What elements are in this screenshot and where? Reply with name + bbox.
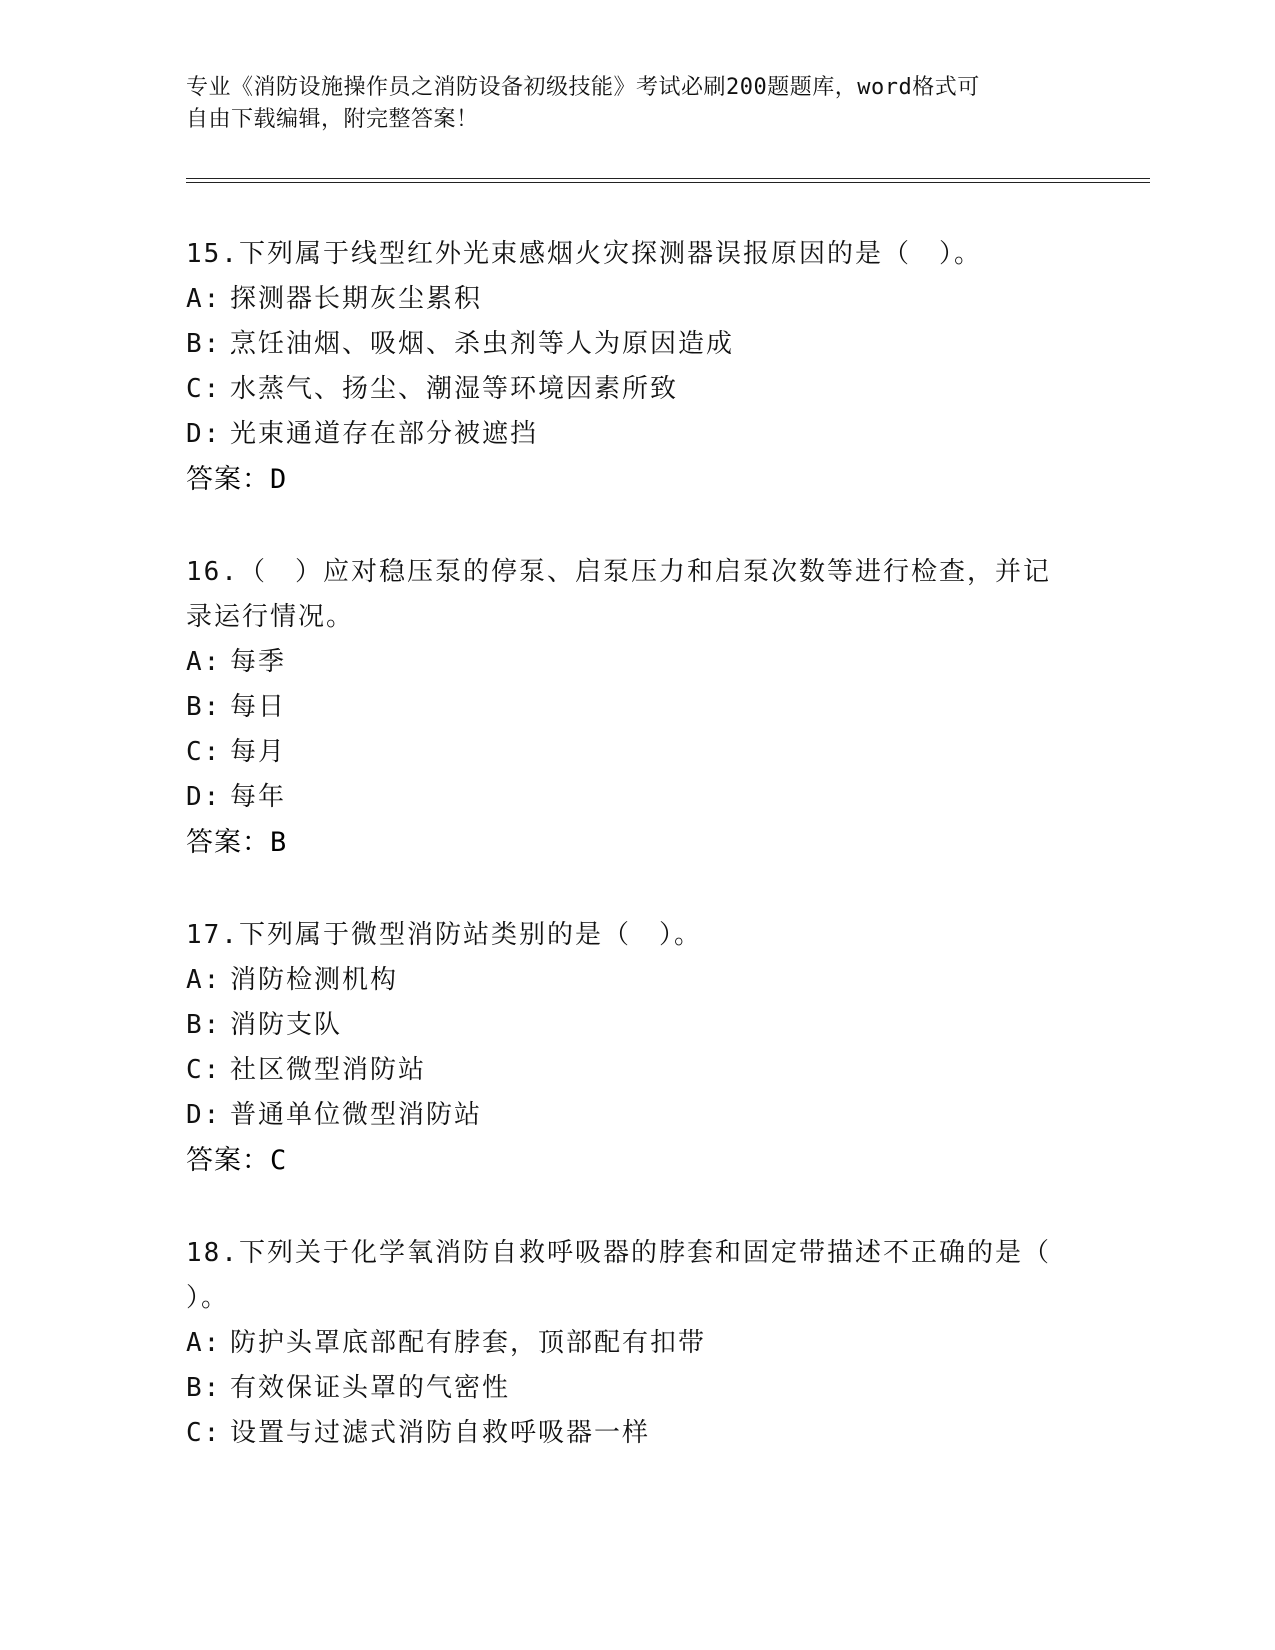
option-d — [186, 1093, 1086, 1138]
option-b — [186, 1003, 1086, 1048]
answer-label: 答案： — [186, 464, 270, 495]
header-divider-top — [186, 178, 1150, 179]
question-stem-continued: 录运行情况。 — [186, 602, 355, 632]
question-stem: 15.下列属于线型红外光束感烟火灾探测器误报原因的是（ ）。 — [186, 239, 982, 269]
header-line-1: 专业《消防设施操作员之消防设备初级技能》考试必刷200题题库，word格式可 — [186, 75, 980, 100]
question-16 — [186, 550, 1086, 865]
option-key: D: — [186, 1100, 222, 1130]
option-c — [186, 730, 1086, 775]
option-key: A: — [186, 1328, 222, 1358]
option-text: 设置与过滤式消防自救呼吸器一样 — [230, 1418, 651, 1448]
option-a — [186, 640, 1086, 685]
option-key: D: — [186, 419, 222, 449]
question-18 — [186, 1231, 1086, 1456]
answer-label: 答案： — [186, 1145, 270, 1176]
option-c — [186, 1048, 1086, 1093]
option-key: C: — [186, 374, 222, 404]
option-key: C: — [186, 1418, 222, 1448]
option-text: 水蒸气、扬尘、潮湿等环境因素所致 — [230, 374, 679, 404]
answer-line — [186, 820, 1086, 865]
option-c — [186, 367, 1086, 412]
answer-line — [186, 1138, 1086, 1183]
option-b — [186, 685, 1086, 730]
option-a — [186, 277, 1086, 322]
header-line-2: 自由下载编辑，附完整答案！ — [186, 107, 479, 132]
option-key: A: — [186, 647, 222, 677]
option-key: C: — [186, 737, 222, 767]
question-stem-continued: ）。 — [186, 1283, 230, 1313]
option-key: A: — [186, 284, 222, 314]
option-key: A: — [186, 965, 222, 995]
option-text: 探测器长期灰尘累积 — [230, 284, 483, 314]
document-header — [186, 72, 1066, 136]
option-text: 每日 — [230, 692, 287, 722]
option-text: 社区微型消防站 — [230, 1055, 427, 1085]
option-c — [186, 1411, 1086, 1456]
question-stem: 17.下列属于微型消防站类别的是（ ）。 — [186, 920, 702, 950]
option-text: 每年 — [230, 782, 287, 812]
option-key: D: — [186, 782, 222, 812]
answer-label: 答案： — [186, 827, 270, 858]
question-stem: 18.下列关于化学氧消防自救呼吸器的脖套和固定带描述不正确的是（ — [186, 1238, 1051, 1268]
option-text: 光束通道存在部分被遮挡 — [230, 419, 539, 449]
option-key: B: — [186, 1373, 222, 1403]
header-divider-bottom — [186, 182, 1150, 183]
option-b — [186, 322, 1086, 367]
option-text: 有效保证头罩的气密性 — [230, 1373, 511, 1403]
option-text: 普通单位微型消防站 — [230, 1100, 483, 1130]
question-17 — [186, 913, 1086, 1183]
option-key: B: — [186, 692, 222, 722]
option-d — [186, 775, 1086, 820]
answer-value: C — [270, 1145, 288, 1176]
answer-value: B — [270, 827, 288, 858]
question-15 — [186, 232, 1086, 502]
option-text: 每月 — [230, 737, 287, 767]
option-key: B: — [186, 1010, 222, 1040]
option-text: 消防检测机构 — [230, 965, 399, 995]
answer-value: D — [270, 464, 288, 495]
option-text: 防护头罩底部配有脖套，顶部配有扣带 — [230, 1328, 707, 1358]
option-text: 每季 — [230, 647, 287, 677]
question-stem: 16.（ ）应对稳压泵的停泵、启泵压力和启泵次数等进行检查，并记 — [186, 557, 1051, 587]
option-text: 烹饪油烟、吸烟、杀虫剂等人为原因造成 — [230, 329, 735, 359]
option-text: 消防支队 — [230, 1010, 343, 1040]
answer-line — [186, 457, 1086, 502]
option-key: B: — [186, 329, 222, 359]
option-b — [186, 1366, 1086, 1411]
option-a — [186, 958, 1086, 1003]
option-a — [186, 1321, 1086, 1366]
option-key: C: — [186, 1055, 222, 1085]
option-d — [186, 412, 1086, 457]
